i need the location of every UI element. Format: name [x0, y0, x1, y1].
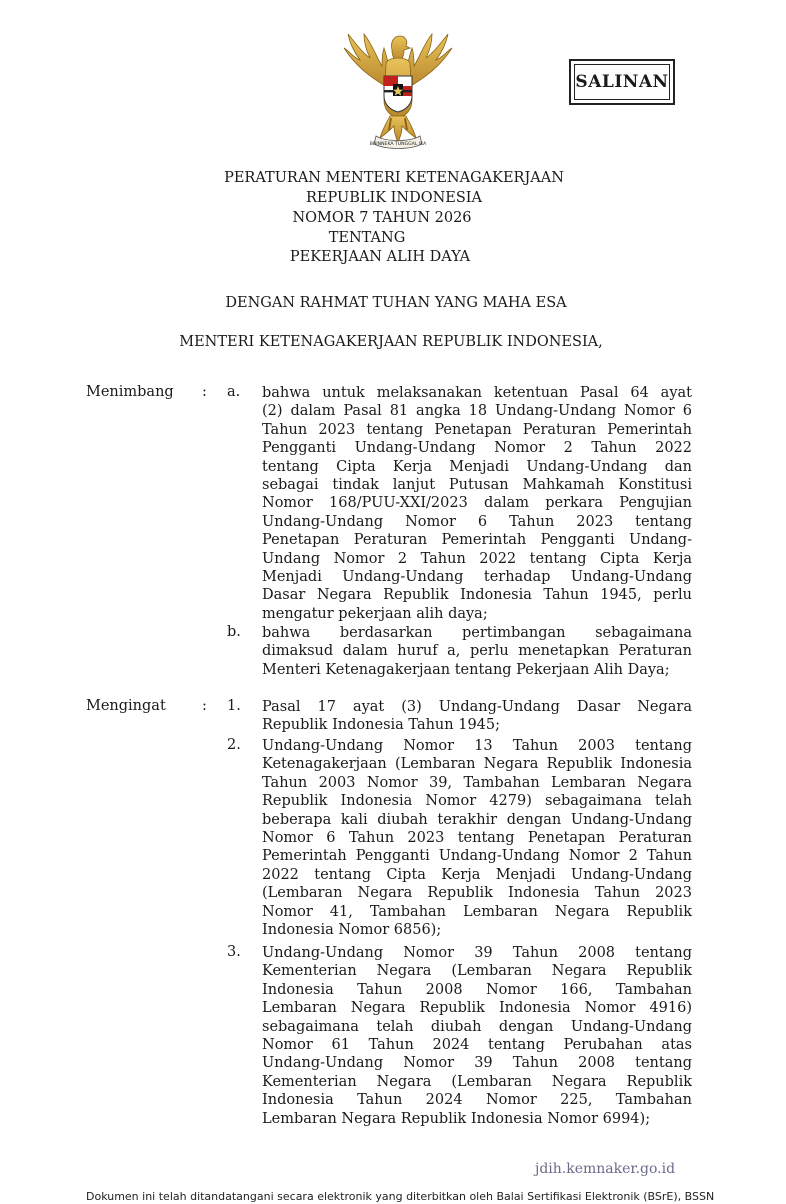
- text-line: Republik Indonesia Tahun 1945;: [262, 717, 501, 734]
- text-line: Indonesia Tahun 2008 Nomor 166, Tambahan: [262, 981, 692, 998]
- text-line: bahwa berdasarkan pertimbangan sebagaimana: [262, 625, 692, 641]
- mengingat-item-2: [262, 737, 692, 939]
- rahmat-line: DENGAN RAHMAT TUHAN YANG MAHA ESA: [225, 295, 567, 311]
- text-line: Nomor 61 Tahun 2024 tentang Perubahan atas: [262, 1036, 692, 1053]
- text-line: Nomor 168/PUU-XXI/2023 dalam perkara Pengujian: [262, 495, 692, 512]
- text-line: Lembaran Negara Republik Indonesia Nomor 6994);: [262, 1110, 651, 1127]
- text-line: sebagaimana telah diubah dengan Undang-Undang: [262, 1018, 692, 1035]
- mengingat-item-3: [262, 944, 692, 1128]
- salinan-stamp: [569, 59, 675, 105]
- text-line: beberapa kali diubah terakhir dengan Undang-Undang: [262, 811, 692, 828]
- text-line: Indonesia Tahun 2024 Nomor 225, Tambahan: [262, 1092, 692, 1109]
- title-line-1: PERATURAN MENTERI KETENAGAKERJAAN: [224, 170, 564, 186]
- text-line: Menjadi Undang-Undang terhadap Undang-Undang: [262, 568, 692, 585]
- text-line: Tahun 2003 Nomor 39, Tambahan Lembaran Negara: [262, 774, 692, 791]
- mengingat-marker-3: 3.: [227, 944, 241, 960]
- text-line: dimaksud dalam huruf a, perlu menetapkan Peraturan: [262, 643, 692, 660]
- text-line: Pasal 17 ayat (3) Undang-Undang Dasar Negara: [262, 699, 692, 715]
- text-line: Ketenagakerjaan (Lembaran Negara Republik Indonesia: [262, 756, 692, 773]
- text-line: Pengganti Undang-Undang Nomor 2 Tahun 2022: [262, 440, 692, 457]
- title-line-2: REPUBLIK INDONESIA: [305, 190, 483, 206]
- text-line: Menteri Ketenagakerjaan tentang Pekerjaan Alih Daya;: [262, 661, 670, 678]
- text-line: Undang-Undang Nomor 13 Tahun 2003 tentang: [262, 738, 692, 754]
- mengingat-marker-2: 2.: [227, 737, 241, 753]
- garuda-emblem: [336, 30, 460, 150]
- text-line: 2022 tentang Cipta Kerja Menjadi Undang-Undang: [262, 866, 692, 883]
- text-line: Nomor 41, Tambahan Lembaran Negara Republik: [262, 903, 692, 920]
- text-line: Penetapan Peraturan Pemerintah Pengganti Undang-: [262, 532, 692, 549]
- text-line: Undang-Undang Nomor 39 Tahun 2008 tentang: [262, 945, 692, 961]
- text-line: Undang-Undang Nomor 6 Tahun 2023 tentang: [262, 513, 692, 530]
- title-line-3: NOMOR 7 TAHUN 2026: [292, 210, 472, 226]
- text-line: mengatur pekerjaan alih daya;: [262, 605, 488, 622]
- menimbang-label: Menimbang: [86, 384, 174, 400]
- text-line: Kementerian Negara (Lembaran Negara Republik: [262, 1073, 692, 1090]
- text-line: (2) dalam Pasal 81 angka 18 Undang-Undang Nomor 6: [262, 403, 692, 420]
- mengingat-label: Mengingat: [86, 698, 166, 714]
- menimbang-marker-b: b.: [227, 624, 241, 640]
- text-line: Lembaran Negara Republik Indonesia Nomor 4916): [262, 1000, 692, 1017]
- text-line: tentang Cipta Kerja Menjadi Undang-Undang dan: [262, 458, 692, 475]
- title-line-4: TENTANG: [328, 230, 406, 246]
- text-line: bahwa untuk melaksanakan ketentuan Pasal 64 ayat: [262, 385, 692, 401]
- menteri-line: MENTERI KETENAGAKERJAAN REPUBLIK INDONESIA,: [179, 334, 603, 350]
- text-line: Republik Indonesia Nomor 4279) sebagaimana telah: [262, 793, 692, 810]
- title-line-5: PEKERJAAN ALIH DAYA: [289, 249, 471, 265]
- text-line: sebagai tindak lanjut Putusan Mahkamah Konstitusi: [262, 476, 692, 493]
- text-line: Dasar Negara Republik Indonesia Tahun 1945, perlu: [262, 587, 692, 604]
- esign-note: Dokumen ini telah ditandatangani secara elektronik yang diterbitkan oleh Balai Sertifikasi Elektronik (BSrE), BSSN: [86, 1190, 715, 1203]
- text-line: Indonesia Nomor 6856);: [262, 921, 442, 938]
- menimbang-colon: :: [202, 384, 207, 400]
- text-line: Undang-Undang Nomor 39 Tahun 2008 tentang: [262, 1055, 692, 1072]
- jdih-link[interactable]: jdih.kemnaker.go.id: [535, 1161, 676, 1177]
- svg-text:BHINNEKA TUNGGAL IKA: BHINNEKA TUNGGAL IKA: [369, 142, 427, 147]
- text-line: Nomor 6 Tahun 2023 tentang Penetapan Peraturan: [262, 829, 692, 846]
- menimbang-marker-a: a.: [227, 384, 241, 400]
- text-line: (Lembaran Negara Republik Indonesia Tahun 2023: [262, 885, 692, 902]
- menimbang-item-a: [262, 384, 692, 623]
- text-line: Kementerian Negara (Lembaran Negara Republik: [262, 963, 692, 980]
- text-line: Undang Nomor 2 Tahun 2022 tentang Cipta Kerja: [262, 550, 692, 567]
- salinan-label: SALINAN: [575, 72, 669, 92]
- menimbang-item-b: [262, 624, 692, 679]
- text-line: Tahun 2023 tentang Penetapan Peraturan Pemerintah: [262, 421, 692, 438]
- text-line: Pemerintah Pengganti Undang-Undang Nomor 2 Tahun: [262, 848, 692, 865]
- mengingat-marker-1: 1.: [227, 698, 241, 714]
- mengingat-colon: :: [202, 698, 207, 714]
- mengingat-item-1: [262, 698, 692, 735]
